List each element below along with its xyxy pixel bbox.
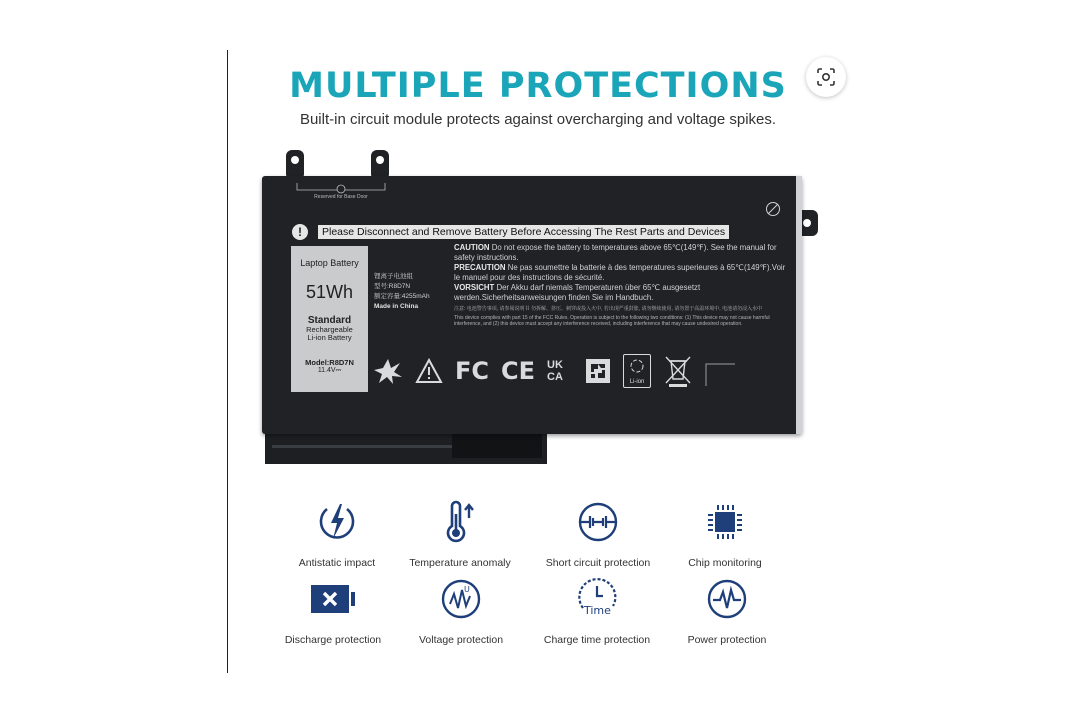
battery-chemistry: Li-ion Battery <box>307 333 352 342</box>
warning-triangle-icon <box>415 358 443 384</box>
made-in: Made in China <box>374 303 419 310</box>
battery-edge <box>796 176 802 434</box>
feature-label: Power protection <box>687 634 767 646</box>
battery-x-icon <box>309 583 357 615</box>
mount-hole <box>291 156 299 164</box>
ce-mark: CE <box>501 357 536 385</box>
battery-label <box>291 246 368 392</box>
page-title: MULTIPLE PROTECTIONS <box>289 66 787 106</box>
precaution-text: Ne pas soumettre la batterie à des temperatures superieures à 65℃(149℉).Voir le manuel pour des instructions de sécurité. <box>454 263 786 282</box>
feature-item <box>528 499 668 569</box>
fcc-text: This device complies with part 15 of the FCC Rules. Operation is subject to the following two conditions: (1) This device may not cause harmful interference, and (2) this device must accept any interference received, including interference that may cause undesired operation. <box>454 314 770 327</box>
battery-type: Laptop Battery <box>300 258 359 268</box>
feature-label: Discharge protection <box>284 634 382 646</box>
reserved-text: Reserved for Base Door <box>314 194 368 200</box>
clock-time-icon <box>575 578 619 620</box>
visual-search-icon <box>816 67 836 87</box>
caution-text: Do not expose the battery to temperatures above 65℃(149℉). See the manual for safety instructions. <box>454 243 777 262</box>
feature-label: Chip monitoring <box>688 557 762 569</box>
feature-label: Antistatic impact <box>298 557 376 569</box>
feature-label: Short circuit protection <box>545 557 651 569</box>
precaution-title: PRECAUTION <box>454 263 506 273</box>
warning-bar <box>292 223 729 241</box>
feature-item <box>527 576 667 646</box>
left-divider <box>227 50 228 673</box>
connector-pins <box>452 434 542 458</box>
battery-warnings <box>454 243 789 327</box>
cn-line: 型号:R8D7N <box>374 283 411 290</box>
power-pulse-icon <box>706 578 748 620</box>
visual-search-button[interactable] <box>806 57 846 97</box>
svg-text:U: U <box>464 585 470 594</box>
battery-voltage: 11.4V⎓ <box>317 367 342 374</box>
static-hazard-icon <box>373 357 403 385</box>
mount-hole <box>803 219 811 227</box>
feature-item <box>391 576 531 646</box>
cn-line: 锂离子电池组 <box>374 273 413 280</box>
feature-item <box>657 576 797 646</box>
feature-item <box>655 499 795 569</box>
certification-row <box>373 354 737 388</box>
feature-label: Temperature anomaly <box>409 557 511 569</box>
lightning-bolt-icon <box>317 501 357 543</box>
feature-item <box>263 576 403 646</box>
weee-bin-icon <box>663 355 693 387</box>
chip-icon <box>704 501 746 543</box>
feature-item <box>267 499 407 569</box>
battery-standard: Standard <box>307 315 352 326</box>
mount-hole <box>376 156 384 164</box>
thermometer-up-icon <box>440 500 480 544</box>
page-subtitle: Built-in circuit module protects against overcharging and voltage spikes. <box>299 111 777 128</box>
battery-capacity: 51Wh <box>305 282 354 302</box>
recycle-mark-icon <box>585 358 611 384</box>
warning-icon: ! <box>292 224 308 240</box>
cn-line: 额定容量:4255mAh <box>374 293 430 300</box>
voltage-gauge-icon <box>440 578 482 620</box>
svg-text:Time: Time <box>584 604 611 617</box>
li-ion-recycle-mark <box>623 354 651 388</box>
warning-text: Please Disconnect and Remove Battery Before Accessing The Rest Parts and Devices <box>318 225 729 239</box>
no-disassemble-icon <box>765 201 781 217</box>
feature-label: Charge time protection <box>543 634 651 646</box>
caution-title: CAUTION <box>454 243 490 252</box>
cn-warning: 注意: 电池警告事项, 请参阅说明书 勿拆解、挤压、刺穿或投入火中, 若出现严重鼓胀, 请勿继续使用, 请勿置于高温环境中, 电池请勿浸入水中 <box>454 305 763 312</box>
vorsicht-text: Der Akku darf niemals Temperaturen über 65℃ ausgesetzt werden.Sicherheitsanweisungen finden Sie im Handbuch. <box>454 283 701 302</box>
ukca-mark: UK CA <box>547 359 563 383</box>
circuit-circle-icon <box>577 501 619 543</box>
feature-item <box>390 499 530 569</box>
recycle-icon <box>629 358 645 374</box>
reserved-area <box>296 183 386 200</box>
battery-model: Model:R8D7N <box>305 358 354 367</box>
label-area-corner-icon <box>705 356 737 386</box>
battery-rechargeable: Rechargeable <box>306 325 353 334</box>
feature-label: Voltage protection <box>418 634 504 646</box>
cn-specs <box>374 272 430 312</box>
fcc-mark: FC <box>455 357 490 385</box>
li-ion-text: Li-ion <box>629 379 645 385</box>
vorsicht-title: VORSICHT <box>454 283 495 293</box>
reserved-bracket-icon <box>296 183 386 197</box>
